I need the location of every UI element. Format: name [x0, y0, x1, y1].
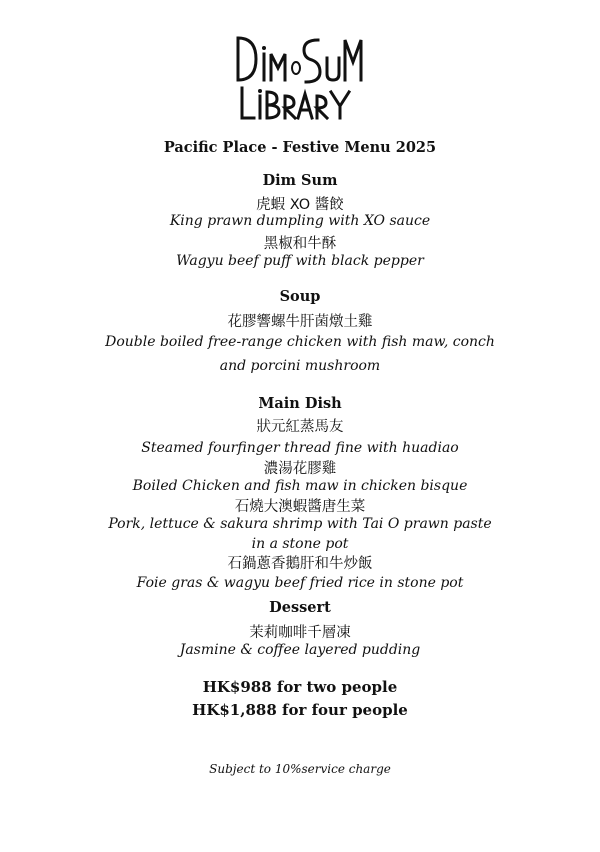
service-charge-note: Subject to 10%service charge [209, 762, 391, 776]
dim-sum-library-logo [234, 36, 366, 120]
dish-en: Steamed fourfinger thread fine with huadiao [141, 440, 459, 456]
dish-en: in a stone pot [251, 536, 349, 552]
dish-cn: 茉莉咖啡千層凍 [249, 625, 351, 641]
dish-en: King prawn dumpling with XO sauce [169, 213, 431, 229]
menu-title: Pacific Place - Festive Menu 2025 [163, 139, 437, 156]
dish-cn: 花膠響螺牛肝菌燉土雞 [227, 314, 373, 330]
dish-cn: 石燒大澳蝦醬唐生菜 [234, 499, 366, 515]
dish-cn: 黑椒和牛酥 [263, 236, 337, 252]
dish-en: Foie gras & wagyu beef fried rice in stone pot [136, 575, 464, 591]
dish-en: Pork, lettuce & sakura shrimp with Tai O prawn paste [108, 516, 492, 532]
section-heading-dim-sum: Dim Sum [262, 172, 338, 189]
dish-en: Wagyu beef puff with black pepper [176, 253, 424, 269]
price-four-people: HK$1,888 for four people [192, 701, 408, 719]
price-two-people: HK$988 for two people [202, 678, 398, 696]
dish-en: Jasmine & coffee layered pudding [179, 642, 421, 658]
dish-en: and porcini mushroom [219, 358, 381, 374]
section-heading-main-dish: Main Dish [258, 395, 342, 412]
section-heading-soup: Soup [279, 288, 321, 305]
dish-cn: 虎蝦 XO 醬餃 [256, 197, 344, 213]
section-heading-dessert: Dessert [269, 599, 331, 616]
dish-en: Boiled Chicken and fish maw in chicken bisque [132, 478, 468, 494]
dish-cn: 狀元紅蒸馬友 [256, 419, 344, 435]
dish-cn: 石鍋蔥香鵝肝和牛炒飯 [227, 556, 373, 572]
dish-cn: 濃湯花膠雞 [263, 461, 337, 477]
dish-en: Double boiled free-range chicken with fish maw, conch [105, 334, 495, 350]
